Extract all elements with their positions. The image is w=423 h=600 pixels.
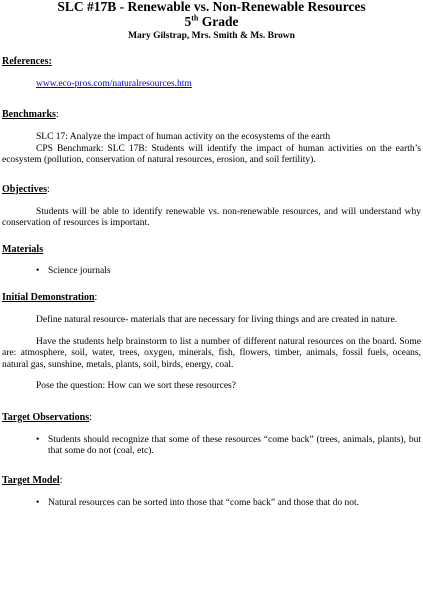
materials-heading: Materials — [2, 243, 44, 255]
objectives-heading: Objectives — [2, 183, 47, 195]
benchmark-slc17: SLC 17: Analyze the impact of human activity on the ecosystems of the earth — [36, 132, 331, 142]
document-title: SLC #17B - Renewable vs. Non-Renewable Resources — [57, 0, 366, 14]
bullet-icon: • — [36, 497, 40, 508]
target-model-colon: : — [59, 474, 63, 486]
initial-demonstration-heading-line — [2, 287, 421, 305]
list-item — [36, 498, 421, 510]
list-item-text: Science journals — [48, 265, 111, 276]
bullet-icon: • — [36, 434, 40, 445]
list-item — [36, 266, 421, 278]
list-item-text: Students should recognize that some of these resources “come back” (trees, animals, plants), but that some do not (coal, etc). — [48, 434, 421, 456]
list-item-text: Natural resources can be sorted into those that “come back” and those that do not. — [48, 497, 360, 508]
list-item — [36, 435, 421, 458]
bullet-icon: • — [36, 265, 40, 276]
target-observations-heading-line — [2, 407, 421, 425]
objectives-colon: : — [47, 183, 50, 195]
objectives-heading-line — [2, 179, 421, 197]
target-model-list — [2, 498, 421, 510]
demonstration-paragraph-1: Define natural resource- materials that are necessary for living things and are created in nature. — [36, 315, 398, 325]
target-observations-list — [2, 435, 421, 458]
target-observations-colon: : — [89, 411, 92, 423]
grade-heading — [2, 14, 421, 29]
objectives-text: Students will be able to identify renewable vs. non-renewable resources, and will understand why conservation of resources is important. — [2, 206, 421, 228]
target-observations-heading: Target Observations — [2, 411, 90, 423]
reference-link[interactable]: www.eco-pros.com/naturalresources.htm — [36, 79, 192, 89]
authors-line: Mary Gilstrap, Mrs. Smith & Ms. Brown — [128, 31, 295, 41]
grade-number: 5 — [184, 14, 192, 29]
materials-list — [2, 266, 421, 278]
demonstration-paragraph-2: Have the students help brainstorm to list a number of different natural resources on the board. Some are: atmosphere, soil, water, trees, oxygen, minerals, fish, flowers, timber, animals, fossil fuels, oceans, natural gas, sunshine, metals, plants, soil, birds, energy, coal. — [2, 336, 421, 370]
initial-demonstration-colon: : — [94, 292, 98, 303]
target-model-heading: Target Model — [2, 474, 60, 486]
benchmarks-colon: : — [55, 109, 59, 120]
target-model-heading-line — [2, 470, 421, 488]
grade-word: Grade — [201, 14, 239, 29]
benchmark-cps: CPS Benchmark: SLC 17B: Students will identify the impact of human activities on the earth’s ecosystem (pollution, conservation of natural resources, erosion, and soil fertility). — [2, 143, 421, 165]
demonstration-paragraph-3: Pose the question: How can we sort these resources? — [36, 381, 236, 391]
benchmarks-heading: Benchmarks — [2, 109, 56, 120]
initial-demonstration-heading: Initial Demonstration — [2, 292, 95, 303]
grade-suffix: th — [191, 13, 199, 23]
benchmarks-heading-line — [2, 104, 421, 122]
references-heading: References: — [2, 56, 52, 67]
